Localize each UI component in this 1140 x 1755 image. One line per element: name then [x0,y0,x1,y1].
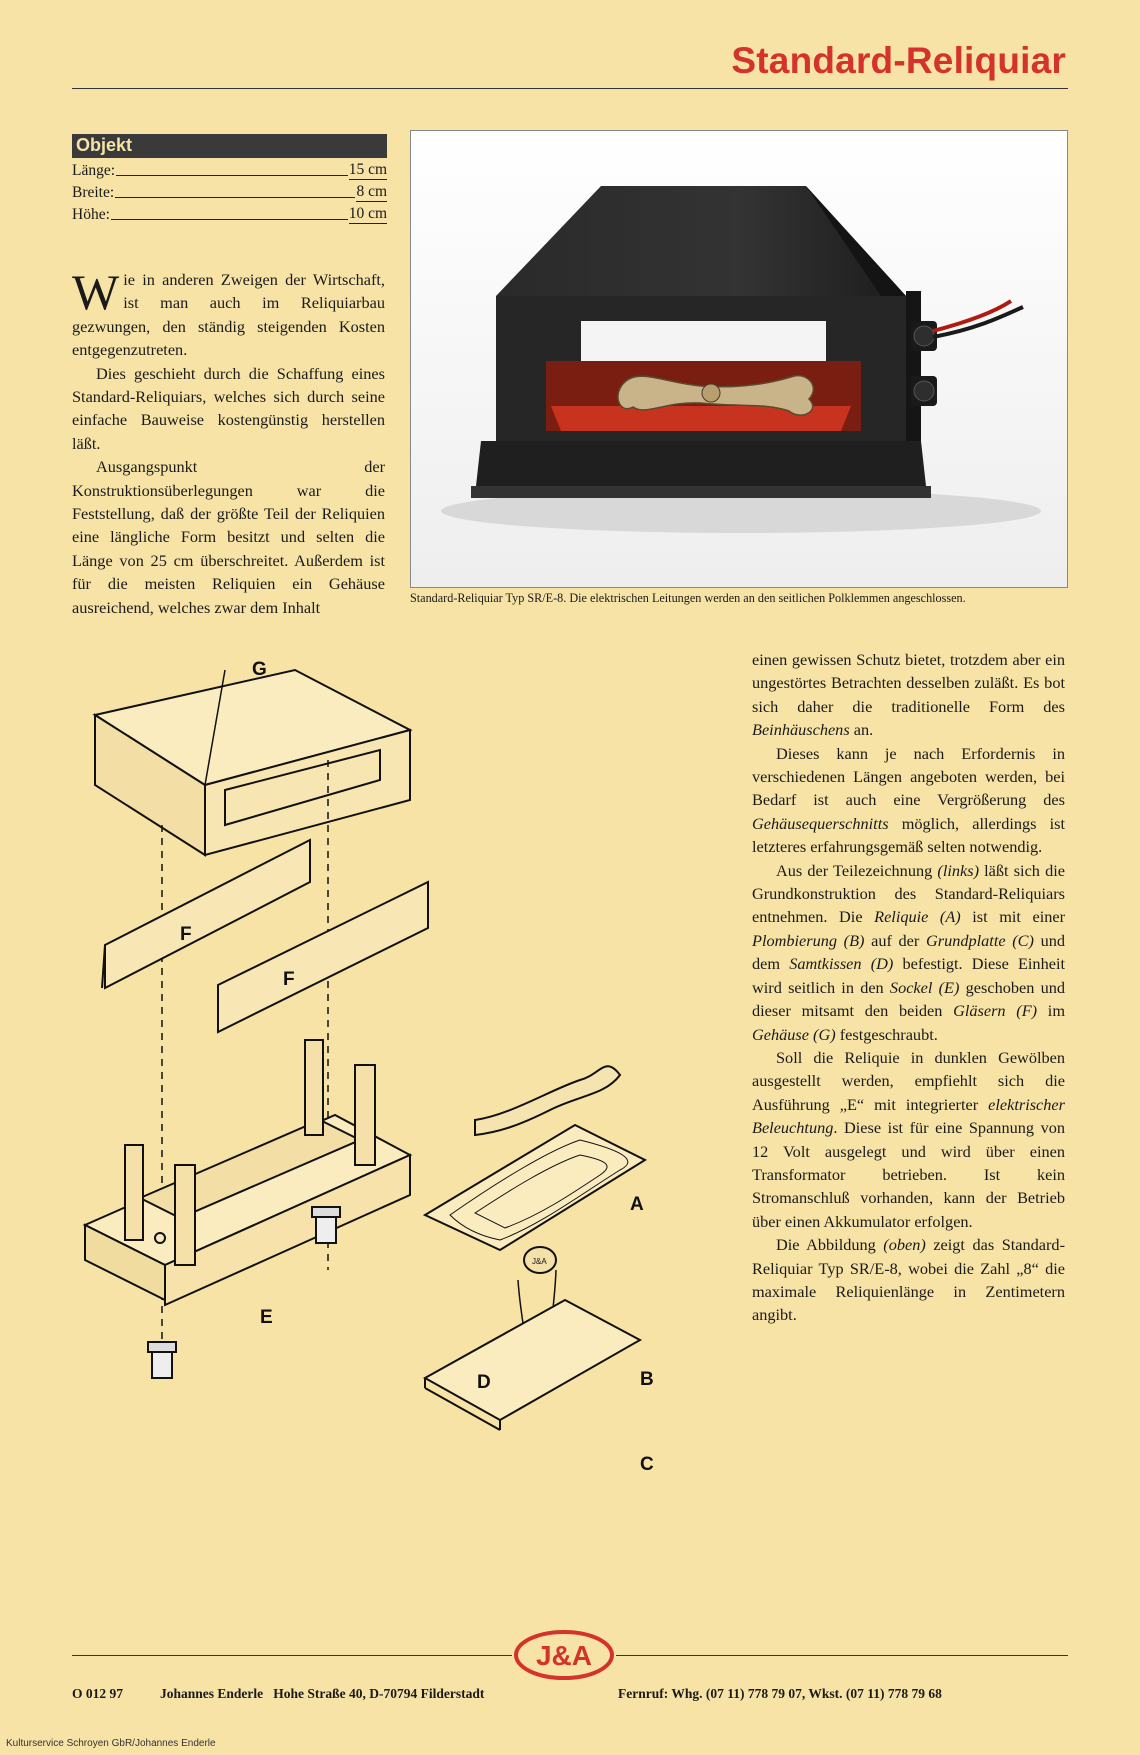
text-run: zeigt das Standard-Reliquiar Typ SR/E-8, wobei die Zahl „8“ die maximale Reliquienlänge in Zentimetern angibt. [752,1235,1065,1325]
italic-term: Sockel (E) [889,977,960,997]
text-run: möglich, allerdings ist letzteres erfahrungsgemäß selten notwendig. [752,813,1065,857]
spec-row-length [72,158,387,180]
paragraph [752,859,1065,1046]
paragraph [752,1046,1065,1233]
seal-label: J&A [532,1257,547,1266]
left-text-column [72,264,385,619]
text-run: auf der [864,930,926,950]
italic-term: Grundplatte (C) [925,930,1034,950]
paragraph [72,264,385,362]
spec-heading: Objekt [72,134,387,158]
label-e: E [260,1307,273,1328]
ja-logo [512,1629,616,1681]
title-rule [72,88,1068,89]
image-credit: Kulturservice Schroyen GbR/Johannes Enderle [6,1738,216,1749]
right-text-column [752,648,1065,1327]
italic-term: Gläsern (F) [953,1001,1038,1021]
italic-term: (oben) [883,1235,926,1255]
spec-value: 8 cm [356,183,387,200]
text-run: an. [849,720,874,740]
text-run: Soll die Reliquie in dunklen Gewölben ausgestellt werden, empfiehlt sich die Ausführung „E“ mit integrierter [752,1047,1065,1114]
spec-label: Länge: [72,162,116,179]
text-run: Dieses kann je nach Erfordernis in verschiedenen Längen angeboten werden, bei Bedarf ist auch eine Vergrößerung des [752,743,1065,810]
footer-rule-right [616,1655,1068,1656]
spec-leader [116,175,348,176]
spec-row-width [72,180,387,202]
label-g: G [252,659,267,680]
italic-term: Samtkissen (D) [789,954,894,974]
text-run: und dem [752,930,1065,974]
italic-term: Plombierung (B) [752,930,865,950]
text-run: festgeschraubt. [835,1024,938,1044]
text-run: Aus der Teilezeichnung [776,860,938,880]
spec-value: 10 cm [348,205,387,222]
spec-value: 15 cm [348,161,387,178]
text-run: im [1037,1001,1065,1021]
italic-term: Gehäusequerschnitts [752,813,889,833]
spec-leader [115,197,355,198]
text-run: geschoben und dieser mitsamt den beiden [752,977,1066,1021]
photo-caption: Standard-Reliquiar Typ SR/E-8. Die elektrischen Leitungen werden an den seitlichen Polklemmen angeschlossen. [410,591,966,605]
logo-text: J&A [535,1640,593,1671]
text-run: einen gewissen Schutz bietet, trotzdem aber ein ungestörtes Betrachten desselben zuläßt. Es bot sich daher die traditionelle Form des [752,650,1065,716]
paragraph [752,1233,1065,1327]
spec-label: Höhe: [72,206,110,223]
paragraph: Ausgangspunkt der Konstruktionsüberlegungen war die Feststellung, daß der größte Teil der Reliquien eine längliche Form besitzt und selten die Länge von 25 cm überschreitet. Außerdem ist für die meisten Reliquien ein Gehäuse ausreichend, welches zwar dem Inhalt [72,457,385,617]
footer-address: Johannes Enderle Hohe Straße 40, D-70794 Filderstadt [160,1686,485,1701]
italic-term: Beinhäuschens [752,720,850,740]
object-spec-table [72,134,387,224]
paragraph [752,742,1065,859]
footer-phone: Fernruf: Whg. (07 11) 778 79 07, Wkst. (07 11) 778 79 68 [618,1686,942,1701]
footer-code: O 012 97 [72,1686,124,1701]
italic-term: (links) [937,860,979,880]
label-c: C [640,1454,654,1475]
text-run: Die Abbildung [776,1235,884,1255]
text-run: läßt sich die Grundkonstruktion des Standard-Reliquiars entnehmen. Die [752,860,1065,927]
footer-rule-left [72,1655,512,1656]
label-a: A [630,1194,644,1215]
paragraph: Dies geschieht durch die Schaffung eines Standard-Reliquiars, welches sich durch seine einfache Bauweise kostengünstig herstellen läßt. [72,363,385,453]
text-run: befestigt. Diese Einheit wird seitlich in den [752,954,1065,997]
label-f1: F [180,924,192,945]
italic-term: Gehäuse (G) [752,1024,836,1044]
page-title: Standard-Reliquiar [731,40,1066,81]
label-b: B [640,1369,654,1390]
spec-label: Breite: [72,184,115,201]
spec-row-height [72,202,387,224]
italic-term: elektrischer Beleuchtung [752,1094,1065,1138]
text-run: ist mit einer [960,907,1066,927]
text-run: . Diese ist für eine Spannung von 12 Volt ausgelegt und wird über einen Transformator betrieben. Ist kein Stromanschluß vorhanden, kann der Betrieb über einen Akkumulator erfolgen. [752,1118,1065,1231]
exploded-parts-drawing [80,650,720,1570]
paragraph [752,648,1065,742]
label-f2: F [283,969,295,990]
drop-cap: W [72,264,120,320]
paragraph-text: ie in anderen Zweigen der Wirtschaft, ist man auch im Reliquiarbau gezwungen, den ständig steigenden Kosten entgegenzutreten. [72,270,385,360]
italic-term: Reliquie (A) [874,907,961,927]
reliquary-photo [410,130,1068,588]
label-d: D [477,1372,491,1393]
reliquary-photo-illustration [411,131,1067,587]
spec-leader [111,219,348,220]
